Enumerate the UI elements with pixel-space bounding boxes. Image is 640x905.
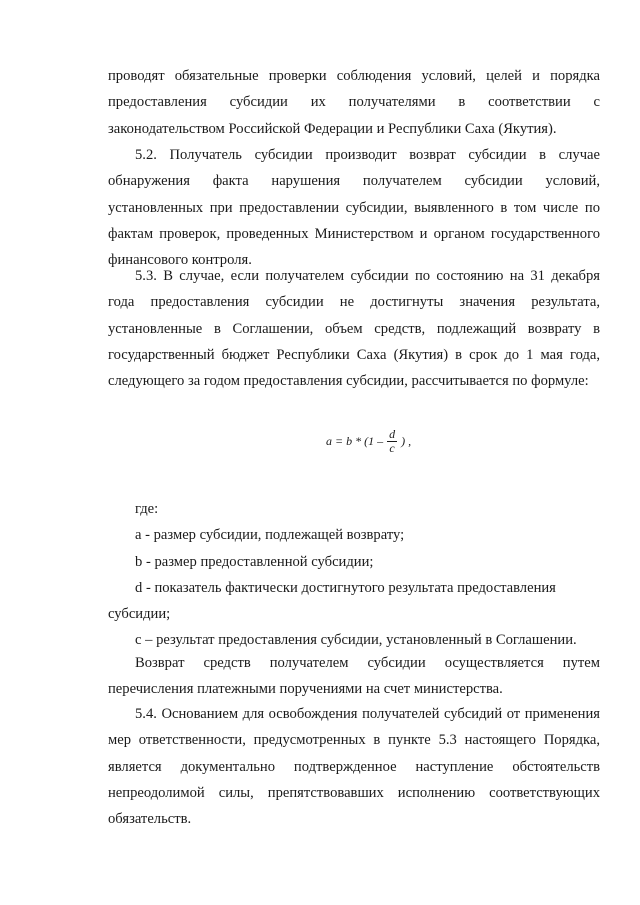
text-line: является документально подтвержденное наступление обстоятельств	[108, 758, 600, 775]
text-line: мер ответственности, предусмотренных в пункте 5.3 настоящего Порядка,	[108, 732, 600, 749]
text-line-content: 5.2. Получатель субсидии производит возврат субсидии в случае	[135, 147, 600, 163]
legend-item-a: а - размер субсидии, подлежащей возврату;	[135, 527, 405, 544]
text-line	[108, 263, 600, 289]
formula-numerator: d	[389, 427, 396, 441]
legend-item-d: d - показатель фактически достигнутого результата предоставления	[135, 579, 556, 596]
formula	[326, 428, 411, 455]
text-line	[108, 142, 600, 168]
paragraph-continuation	[108, 63, 600, 142]
text-line-content: 5.4. Основанием для освобождения получателей субсидий от применения	[135, 706, 600, 722]
formula-lhs: a = b * (1 –	[326, 434, 384, 448]
text-line	[108, 701, 600, 727]
text-line-content: 5.3. В случае, если получателем субсидии по состоянию на 31 декабря	[135, 268, 600, 284]
legend-line	[108, 575, 600, 601]
text-line: следующего за годом предоставления субсидии, рассчитывается по формуле:	[108, 373, 589, 390]
paragraph-5-3	[108, 263, 600, 394]
text-line: фактам проверок, проведенных Министерством и органом государственного	[108, 225, 600, 242]
paragraph-repayment	[108, 650, 600, 703]
formula-legend	[108, 496, 600, 654]
text-line: обнаружения факта нарушения получателем субсидии условий,	[108, 173, 600, 190]
legend-heading: где:	[135, 501, 159, 517]
legend-item-b: b - размер предоставленной субсидии;	[135, 553, 374, 570]
text-line: обязательств.	[108, 811, 192, 828]
text-line: проводят обязательные проверки соблюдения условий, целей и порядка	[108, 68, 600, 84]
text-line: законодательством Российской Федерации и Республики Саха (Якутия).	[108, 120, 557, 137]
text-line: государственный бюджет Республики Саха (Якутия) в срок до 1 мая года,	[108, 346, 600, 363]
text-line: установленные в Соглашении, объем средств, подлежащий возврату в	[108, 320, 600, 337]
text-line: установленных при предоставлении субсидии, выявленного в том числе по	[108, 199, 600, 216]
paragraph-5-2	[108, 142, 600, 273]
legend-line	[108, 549, 600, 575]
text-line: года предоставления субсидии не достигнуты значения результата,	[108, 294, 600, 311]
paragraph-5-4	[108, 701, 600, 832]
formula-fraction	[387, 428, 397, 455]
legend-line	[108, 522, 600, 548]
legend-line	[108, 496, 600, 522]
text-line	[108, 650, 600, 676]
text-line: предоставления субсидии их получателями в соответствии с	[108, 94, 600, 111]
text-line: финансового контроля.	[108, 252, 252, 269]
text-line: перечисления платежными поручениями на счет министерства.	[108, 681, 503, 698]
formula-rhs: ) ,	[401, 434, 412, 448]
legend-line: субсидии;	[108, 606, 171, 623]
formula-denominator: c	[389, 441, 395, 455]
text-line: непреодолимой силы, препятствовавших исполнению соответствующих	[108, 784, 600, 801]
legend-item-c: с – результат предоставления субсидии, установленный в Соглашении.	[135, 632, 577, 649]
text-line-content: Возврат средств получателем субсидии осуществляется путем	[135, 655, 600, 671]
